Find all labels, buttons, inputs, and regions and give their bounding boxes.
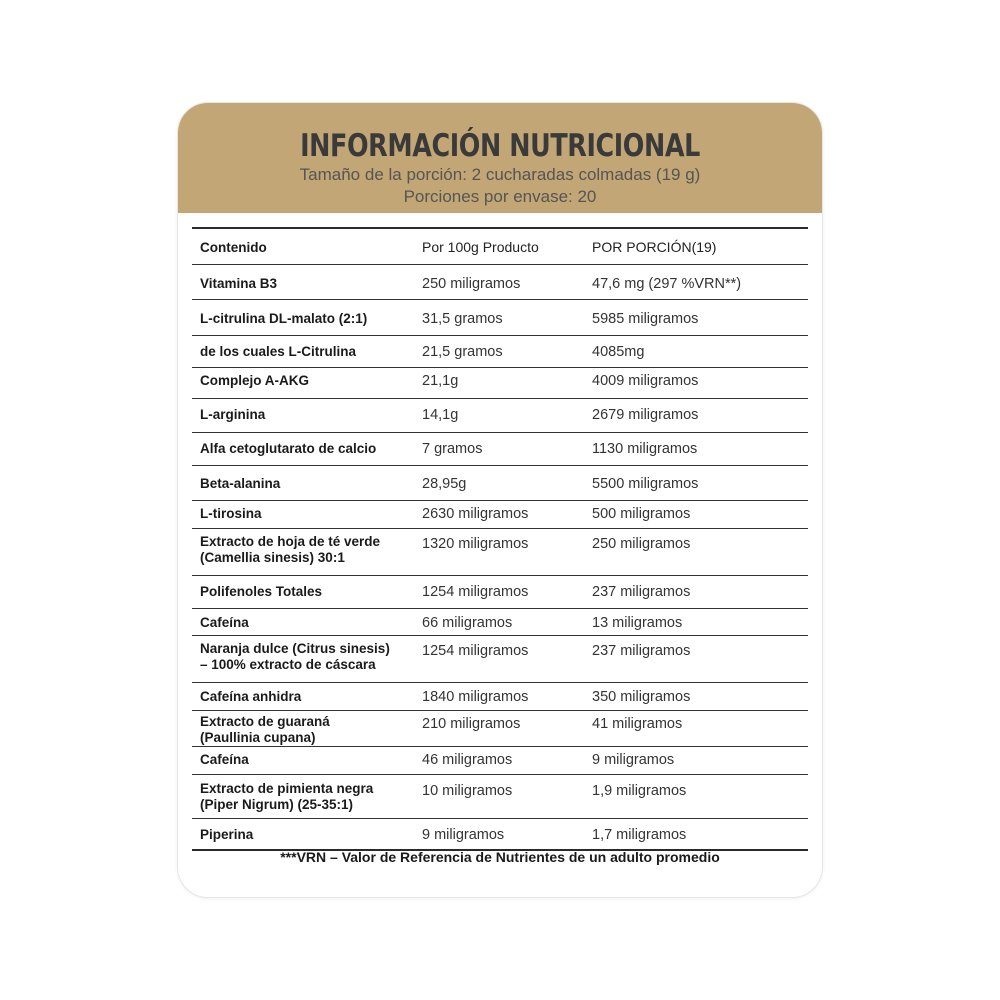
amount-per-100g: 14,1g	[422, 407, 459, 423]
table-row	[192, 775, 808, 819]
nutrient-name-line: Extracto de guaraná	[200, 714, 330, 729]
amount-per-serving: 1,9 miligramos	[592, 783, 687, 799]
amount-per-100g: 46 miligramos	[422, 752, 513, 768]
table-row	[192, 819, 808, 851]
nutrient-name	[200, 641, 430, 673]
nutrient-name-line: de los cuales L-Citrulina	[200, 344, 357, 359]
nutrient-name-line: Piperina	[200, 827, 254, 842]
nutrient-name	[200, 584, 430, 600]
amount-per-100g: 7 gramos	[422, 441, 483, 457]
servings-per-container-text: Porciones por envase: 20	[403, 187, 597, 206]
column-header-per-100g: Por 100g Producto	[422, 239, 539, 255]
nutrient-name-line: Complejo A-AKG	[200, 373, 309, 388]
table-row	[192, 609, 808, 636]
amount-per-100g: 31,5 gramos	[422, 311, 503, 327]
nutrient-name	[200, 714, 430, 746]
amount-per-serving: 4085mg	[592, 344, 645, 360]
nutrient-name	[200, 827, 430, 843]
amount-per-serving: 1130 miligramos	[592, 441, 698, 457]
amount-per-serving: 350 miligramos	[592, 689, 691, 705]
amount-per-serving: 5500 miligramos	[592, 476, 699, 492]
nutrient-name-line: Extracto de pimienta negra	[200, 781, 374, 796]
nutrient-name	[200, 534, 430, 566]
nutrient-name-line: L-tirosina	[200, 506, 262, 521]
table-row	[192, 747, 808, 775]
nutrition-table	[192, 227, 808, 851]
serving-size-text: Tamaño de la porción: 2 cucharadas colmadas (19 g)	[299, 165, 701, 184]
amount-per-serving: 237 miligramos	[592, 643, 691, 659]
amount-per-serving: 2679 miligramos	[592, 407, 699, 423]
amount-per-100g: 66 miligramos	[422, 615, 513, 631]
column-header-per-serving: POR PORCIÓN(19)	[592, 239, 717, 255]
amount-per-100g: 2630 miligramos	[422, 506, 529, 522]
amount-per-serving: 500 miligramos	[592, 506, 691, 522]
table-row	[192, 529, 808, 576]
amount-per-100g: 9 miligramos	[422, 827, 505, 843]
amount-per-serving: 5985 miligramos	[592, 311, 699, 327]
nutrient-name-line: Vitamina B3	[200, 276, 278, 291]
amount-per-100g: 10 miligramos	[422, 783, 513, 799]
table-row	[192, 399, 808, 433]
amount-per-100g: 1320 miligramos	[422, 536, 529, 552]
table-row	[192, 711, 808, 747]
table-row	[192, 466, 808, 501]
nutrient-name-line: Polifenoles Totales	[200, 584, 323, 599]
nutrient-name	[200, 476, 430, 492]
nutrient-name	[200, 344, 430, 360]
nutrient-name-line-2: – 100% extracto de cáscara	[200, 657, 376, 672]
nutrient-name-line: Cafeína anhidra	[200, 689, 302, 704]
table-row	[192, 368, 808, 399]
amount-per-100g: 21,5 gramos	[422, 344, 503, 360]
table-row	[192, 433, 808, 466]
table-row	[192, 683, 808, 711]
nutrient-name	[200, 407, 430, 423]
amount-per-serving: 13 miligramos	[592, 615, 683, 631]
table-row	[192, 501, 808, 529]
footnote-vrn: ***VRN – Valor de Referencia de Nutrientes de un adulto promedio	[280, 849, 720, 865]
amount-per-100g: 210 miligramos	[422, 716, 521, 732]
nutrient-name	[200, 689, 430, 705]
nutrient-name-line: Beta-alanina	[200, 476, 281, 491]
nutrition-label-card	[178, 103, 822, 897]
amount-per-serving: 47,6 mg (297 %VRN**)	[592, 276, 742, 292]
table-row	[192, 265, 808, 300]
nutrient-name	[200, 506, 430, 522]
nutrient-name	[200, 441, 430, 457]
nutrient-name-line: L-citrulina DL-malato (2:1)	[200, 311, 368, 326]
amount-per-serving: 41 miligramos	[592, 716, 683, 732]
nutrient-name	[200, 373, 430, 389]
table-row	[192, 300, 808, 336]
amount-per-serving: 250 miligramos	[592, 536, 691, 552]
amount-per-100g: 1840 miligramos	[422, 689, 529, 705]
table-row	[192, 336, 808, 368]
amount-per-serving: 4009 miligramos	[592, 373, 699, 389]
nutrient-name	[200, 311, 430, 327]
amount-per-100g: 28,95g	[422, 476, 467, 492]
nutrient-name	[200, 276, 430, 292]
nutrient-name-line: Cafeína	[200, 615, 249, 630]
nutrient-name-line: Extracto de hoja de té verde	[200, 534, 381, 549]
amount-per-100g: 1254 miligramos	[422, 584, 529, 600]
nutrient-name	[200, 752, 430, 768]
amount-per-serving: 237 miligramos	[592, 584, 691, 600]
nutrient-name-line-2: (Paullinia cupana)	[200, 730, 316, 745]
nutrient-name-line: Cafeína	[200, 752, 249, 767]
nutrient-name-line: L-arginina	[200, 407, 266, 422]
amount-per-100g: 250 miligramos	[422, 276, 521, 292]
amount-per-100g: 1254 miligramos	[422, 643, 529, 659]
amount-per-100g: 21,1g	[422, 373, 459, 389]
table-row	[192, 576, 808, 609]
nutrient-name-line-2: (Camellia sinesis) 30:1	[200, 550, 345, 565]
nutrient-name	[200, 781, 430, 813]
column-header-content: Contenido	[200, 240, 267, 255]
amount-per-serving: 1,7 miligramos	[592, 827, 687, 843]
amount-per-serving: 9 miligramos	[592, 752, 675, 768]
table-row	[192, 636, 808, 683]
nutrient-name	[200, 615, 430, 631]
label-title: INFORMACIÓN NUTRICIONAL	[300, 128, 700, 164]
nutrient-name-line-2: (Piper Nigrum) (25-35:1)	[200, 797, 354, 812]
nutrient-name-line: Alfa cetoglutarato de calcio	[200, 441, 377, 456]
table-header-row	[192, 229, 808, 265]
label-header	[178, 103, 822, 213]
nutrient-name-line: Naranja dulce (Citrus sinesis)	[200, 641, 390, 656]
